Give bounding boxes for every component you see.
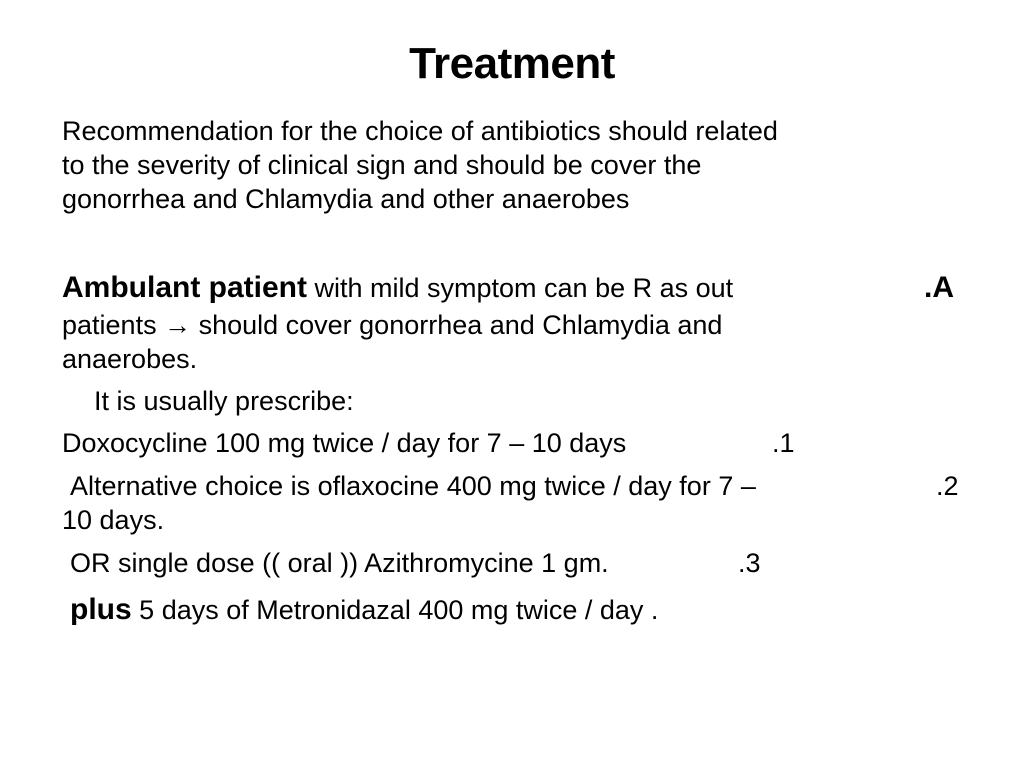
intro-line: to the severity of clinical sign and should be cover the [62, 150, 702, 180]
ambulant-marker: .A [924, 271, 954, 304]
ambulant-continuation [62, 308, 722, 376]
intro-paragraph [62, 114, 778, 216]
ambulant-rest: with mild symptom can be R as out [307, 273, 734, 303]
ambulant-line: patients → should cover gonorrhea and Chlamydia and [62, 310, 723, 340]
treatment-item-1-marker: .1 [772, 428, 795, 458]
treatment-item-2-marker: .2 [936, 471, 959, 501]
intro-line: gonorrhea and Chlamydia and other anaerobes [62, 184, 630, 214]
ambulant-line: anaerobes. [62, 344, 198, 374]
plus-rest: 5 days of Metronidazal 400 mg twice / day . [131, 595, 659, 625]
treatment-item-2-continuation: 10 days. [62, 505, 165, 535]
treatment-item-1: Doxocycline 100 mg twice / day for 7 – 10 days [62, 428, 627, 458]
treatment-item-2: Alternative choice is oflaxocine 400 mg twice / day for 7 – [70, 471, 756, 501]
prescribe-label: It is usually prescribe: [94, 386, 354, 416]
ambulant-label: Ambulant patient [62, 271, 307, 304]
slide-title: Treatment [409, 39, 615, 88]
plus-label: plus [70, 593, 132, 626]
treatment-item-3: OR single dose (( oral )) Azithromycine 1 gm. [70, 548, 609, 578]
intro-line: Recommendation for the choice of antibiotics should related [62, 116, 778, 146]
treatment-item-3-marker: .3 [738, 548, 761, 578]
ambulant-first-line [62, 268, 962, 308]
plus-line [70, 590, 658, 630]
